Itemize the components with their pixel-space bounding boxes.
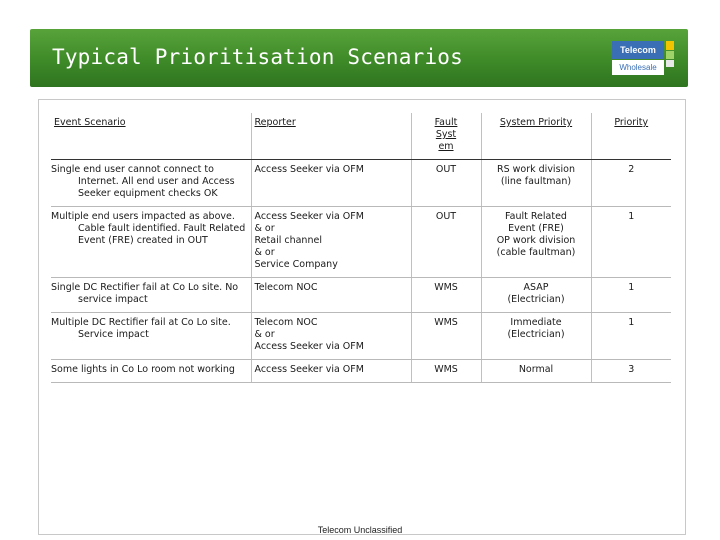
table-row: [51, 207, 671, 278]
reporter-cell: Telecom NOC: [251, 278, 411, 313]
logo-top-text: Telecom: [612, 41, 664, 59]
system-priority-cell: Fault Related Event (FRE) OP work division (cable faultman): [481, 207, 591, 278]
priority-cell: 1: [591, 207, 671, 278]
table-row: [51, 313, 671, 360]
fault-system-cell: WMS: [411, 313, 481, 360]
event-scenario-cell: Multiple DC Rectifier fail at Co Lo site. Service impact: [51, 313, 251, 360]
reporter-cell: Telecom NOC & or Access Seeker via OFM: [251, 313, 411, 360]
table-row: [51, 160, 671, 207]
priority-cell: 1: [591, 278, 671, 313]
system-priority-cell: ASAP (Electrician): [481, 278, 591, 313]
event-scenario-cell: Single end user cannot connect to Internet. All end user and Access Seeker equipment checks OK: [51, 160, 251, 207]
event-scenario-cell: Some lights in Co Lo room not working: [51, 360, 251, 383]
table-header-row: [51, 113, 671, 160]
priority-cell: 1: [591, 313, 671, 360]
header-priority: Priority: [591, 113, 671, 160]
fault-system-cell: WMS: [411, 278, 481, 313]
system-priority-cell: Normal: [481, 360, 591, 383]
priority-cell: 3: [591, 360, 671, 383]
event-scenario-cell: Single DC Rectifier fail at Co Lo site. No service impact: [51, 278, 251, 313]
logo-accent-green: [666, 51, 674, 59]
title-banner: [30, 29, 688, 87]
system-priority-cell: Immediate (Electrician): [481, 313, 591, 360]
slide-title: Typical Prioritisation Scenarios: [52, 45, 463, 69]
header-event-scenario: Event Scenario: [51, 113, 251, 160]
priority-cell: 2: [591, 160, 671, 207]
event-scenario-cell: Multiple end users impacted as above. Cable fault identified. Fault Related Event (FRE) created in OUT: [51, 207, 251, 278]
logo-accent-yellow: [666, 41, 674, 50]
prioritisation-table: [51, 113, 671, 383]
reporter-cell: Access Seeker via OFM: [251, 360, 411, 383]
classification-footer: Telecom Unclassified: [317, 525, 403, 535]
table-row: [51, 360, 671, 383]
fault-system-cell: WMS: [411, 360, 481, 383]
logo-bottom-text: Wholesale: [612, 60, 664, 75]
telecom-wholesale-logo: [612, 41, 676, 75]
table-row: [51, 278, 671, 313]
fault-system-cell: OUT: [411, 207, 481, 278]
header-reporter: Reporter: [251, 113, 411, 160]
header-fault-system: Fault Syst em: [411, 113, 481, 160]
header-system-priority: System Priority: [481, 113, 591, 160]
reporter-cell: Access Seeker via OFM & or Retail channel & or Service Company: [251, 207, 411, 278]
system-priority-cell: RS work division (line faultman): [481, 160, 591, 207]
reporter-cell: Access Seeker via OFM: [251, 160, 411, 207]
logo-accent-grey: [666, 60, 674, 67]
fault-system-cell: OUT: [411, 160, 481, 207]
